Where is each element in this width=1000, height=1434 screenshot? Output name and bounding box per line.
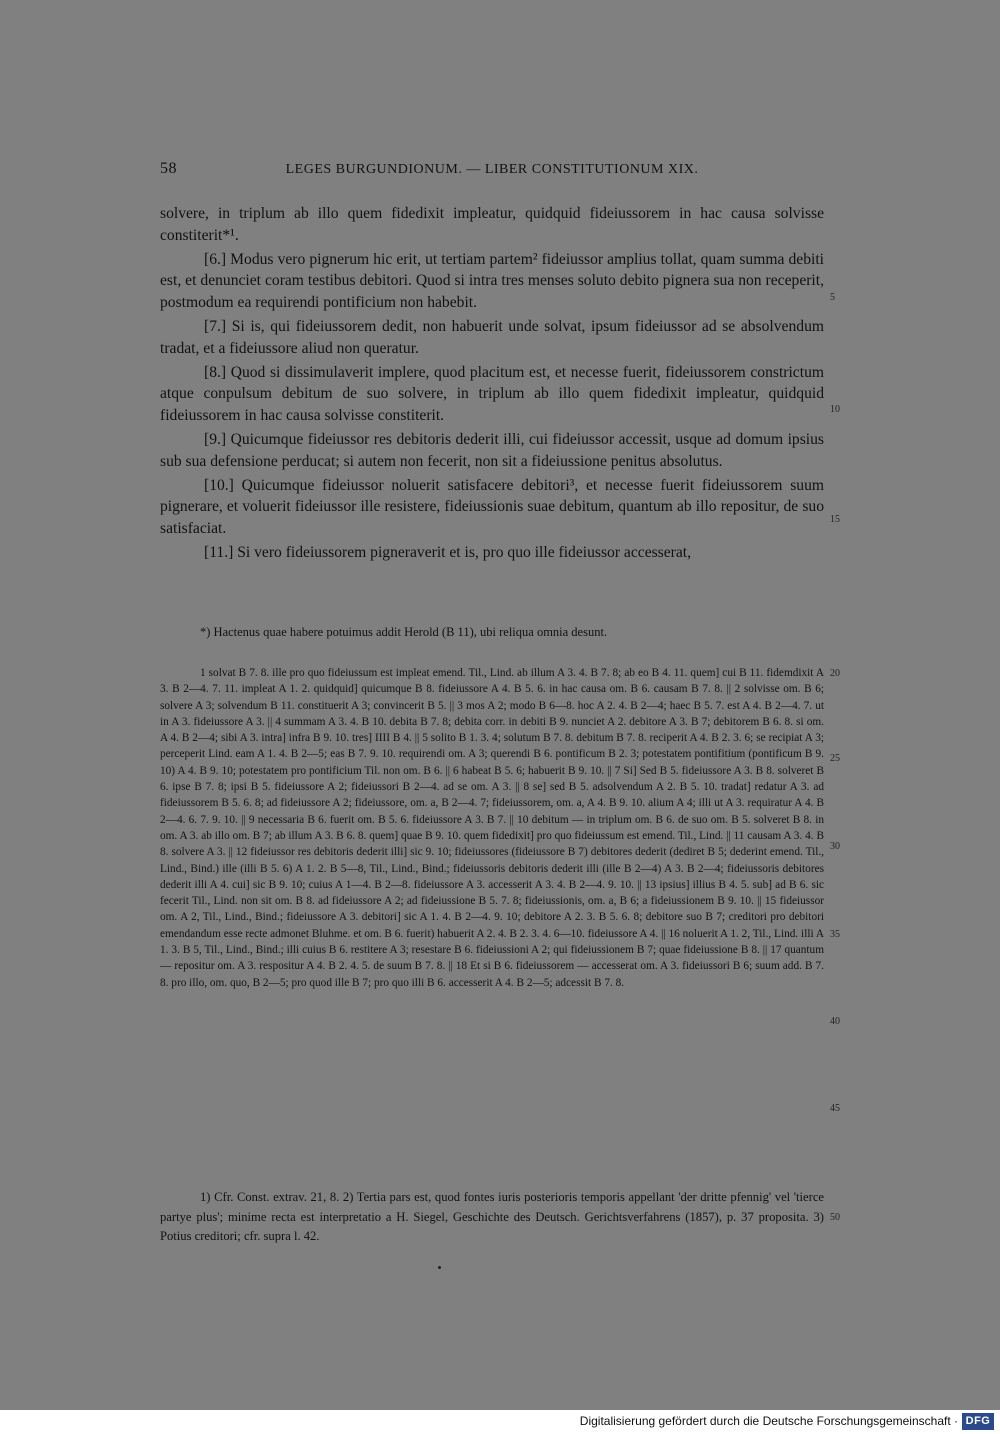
paragraph: [11.] Si vero fideiussorem pigneraverit et is, pro quo ille fideiussor accesserat, bbox=[204, 543, 692, 561]
line-number: 20 bbox=[830, 668, 840, 679]
line-number: 30 bbox=[830, 841, 840, 852]
paragraph: [7.] Si is, qui fideiussorem dedit, non habuerit unde solvat, ipsum fideiussor ad se absolvendum tradat, et a fideiussore aliud non queratur. bbox=[160, 317, 824, 357]
line-number: 50 bbox=[830, 1212, 840, 1223]
variant-text: 1 solvat B 7. 8. ille pro quo fideiussum est impleat emend. Til., Lind. ab illum A 3. 4. B 7. 8; ab eo B 4. 11. quem] cui B 11. fidemdixit A 3. B 2—4. 7. 11. impleat A 1. 2. quidquid] quicumque B 8. fideiussore A 4. B 5. 6. in hac causa om. B 6. causam B 7. 8. || 2 solvisse om. B 6; solvere A 3; solvendum B 11. constituerit A 3; convincerit B 5. || 3 mos A 2; modo B 6—8. hoc A 2. 4. B 2—4; haec B 5. 7. est A 4. B 2—4. 7. ut in A 3. fideiussore A 3. || 4 summam A 3. 4. B 10. debita B 7. 8; debita corr. in debiti B 9. nunciet A 2. debitore A 3. B 7; debitorem B 6. 8. si om. A 4. B 2—4; sibi A 3. intra] infra B 9. 10. tres] IIII B 4. || 5 solito B 1. 3. 4; solutum B 7. 8. debitum B 7. 8. reciperit A 4. B 2. 3. 6; se recipiat A 3; perceperit Lind. eam A 1. 4. B 2—5; eas B 7. 9. 10. requirendi om. A 3; querendi B 6. pontificum B 2. 3; potestatem pontifitium (pontificum B 9. 10) A 4. B 9. 10; potestatem pro pontificium Til. non om. B 6. || 6 habeat B 5. 6; habuerit B 9. 10. || 7 Si] Sed B 5. fideiussore A 3. B 8. solveret B 6. ipse B 7. 8; ipsi B 5. fideiussore A 2; fideiussori B 2—4. ad se om. A 3. || 8 se] sed B 5. adsolvendum A 2. B 5. 10. tradat] redatur A 3. ad fideiussorem B 5. 6. 8; ad fideiussore A 2; fideiussore, om. a, B 2—4. 7; fideiussorem, om. a, A 4. B 9. 10. alium A 4; illi ut A 3. requiratur A 4. B 2—4. 6. 7. 9. 10. || 9 necessaria B 6. fuerit om. B 5. 6. fideiussore A 3. B 7. || 10 debitum — in triplum om. B 6. de suo om. B 5. solveret B 8. in om. A 3. ab illo om. B 7; ab illum A 3. B 6. 8. quem] quae B 9. 10. quem fidedixit] pro quo fideiussum est emend. Til., Lind. || 11 causam A 3. 4. B 8. solvere A 3. || 12 fideiussor res debitoris dederit illi] sic 9. 10; fideiussores (fideiussore B 7) debitores dederit (dediret B 5; dederint emend. Til., Lind., Bind.) ille (illi B 5. 6) A 1. 2. B 5—8, Til., Lind., Bind.; fideiussoris debitoris dederit illi (ille B 2—4) A 3. B 2—4; fideiussoris debitores dederit illi A 4. cui] sic B 9. 10; cuius A 1—4. B 2—8. fideiussore A 3. accesserit A 3. 4. B 2—4. 9. 10. || 13 ipsius] illius B 4. 5. sub] ad B 6. sic fecerit Til., Lind. non sit om. B 8. ad fideiussore A 2; ad fideiussione B 5. 7. 8; fideiussionis, om. a, B 6; a fideiussionem B 9. 10. || 15 fideiussor om. A 2, Til., Lind., Bind.; fideiussore A 3. debitori] sic A 1. 4. B 2—4. 9. 10; debitore A 2. 3. B 5. 6. 8; debitore suo B 7; creditori pro debitori emendandum esse recte admonet Bluhme. et om. B 6. fuerit) habuerit A 2. 4. B 2. 3. 4. 6—10. fideiussore A 4. || 16 noluerit A 1. 2, Til., Lind. illi A 1. 3. B 5, Til., Lind., Bind.; illi cuius B 6. restitere A 3; resestare B 6. fideiussioni A 2; qui fideiussionem B 7; quae fideiussione B 8. || 17 quantum — repositur om. A 3. respositur A 4. B 2. 4. 5. de suum B 7. 8. || 18 Et si B 6. fideiussorem — accesserat om. A 3. fideiussori B 6; suum add. B 7. 8. pro illo, om. quo, B 2—5; pro quod ille B 7; pro quo illi B 6. accesserit A 4. B 2—5; adcessit B 7. 8. bbox=[160, 667, 824, 989]
page-number: 58 bbox=[160, 160, 177, 177]
star-note: *) Hactenus quae habere potuimus addit Herold (B 11), ubi reliqua omnia desunt. bbox=[200, 625, 608, 639]
line-number: 5 bbox=[830, 292, 835, 303]
line-number: 10 bbox=[830, 404, 840, 415]
line-number: 25 bbox=[830, 753, 840, 764]
paragraph: [10.] Quicumque fideiussor noluerit satisfacere debitori³, et necesse fuerit fideiussorem suum pignerare, et voluerit fideiussor ille resistere, fideiussionis suae debitum, quantum ab illo repositur, de suo satisfaciat. bbox=[160, 476, 824, 538]
footer-bar bbox=[0, 1410, 1000, 1434]
main-text bbox=[160, 203, 824, 566]
paragraph: solvere, in triplum ab illo quem fidedixit impleatur, quidquid fideiussorem in hac causa solvisse constiterit*¹. bbox=[160, 205, 824, 244]
footnotes bbox=[160, 1188, 824, 1247]
paragraph: [9.] Quicumque fideiussor res debitoris dederit illi, cui fideiussor accessit, usque ad domum ipsius sub sua defensione perducat; si autem non fecerit, non sit a fideiussione penitus absolutus. bbox=[160, 430, 824, 470]
paragraph: [6.] Modus vero pignerum hic erit, ut tertiam partem² fideiussor amplius tollat, quam summa debiti est, et denunciet coram testibus debitori. Quod si intra tres menses soluto debito pignera sua non receperit, postmodum ea requirendi pontificium non habebit. bbox=[160, 250, 824, 312]
running-title: LEGES BURGUNDIONUM. — LIBER CONSTITUTIONUM XIX. bbox=[285, 162, 699, 177]
footnote-text: 1) Cfr. Const. extrav. 21, 8. 2) Tertia pars est, quod fontes iuris posterioris temporis appellant 'der dritte pfennig' vel 'tierce partye plus'; minime recta est interpretatio a H. Siegel, Geschichte des Deutsch. Gerichtsverfahrens (1857), p. 37 proposita. 3) Potius creditori; cfr. supra l. 42. bbox=[160, 1190, 824, 1243]
line-number: 45 bbox=[830, 1103, 840, 1114]
page-header bbox=[160, 160, 824, 182]
dfg-logo: DFG bbox=[962, 1413, 994, 1430]
footer-credit: Digitalisierung gefördert durch die Deutsche Forschungsgemeinschaft · bbox=[579, 1414, 958, 1428]
variant-apparatus bbox=[160, 665, 824, 991]
line-number: 35 bbox=[830, 929, 840, 940]
paragraph: [8.] Quod si dissimulaverit implere, quod placitum est, et necesse fuerit, fideiussorem constrictum atque conpulsum debitum de suo solvere, in triplum ab illo quem fidedixit impleatur, quidquid fideiussorem in hac causa solvisse constiterit. bbox=[160, 363, 824, 425]
page-speck bbox=[438, 1266, 441, 1269]
line-number: 40 bbox=[830, 1016, 840, 1027]
line-number: 15 bbox=[830, 514, 840, 525]
